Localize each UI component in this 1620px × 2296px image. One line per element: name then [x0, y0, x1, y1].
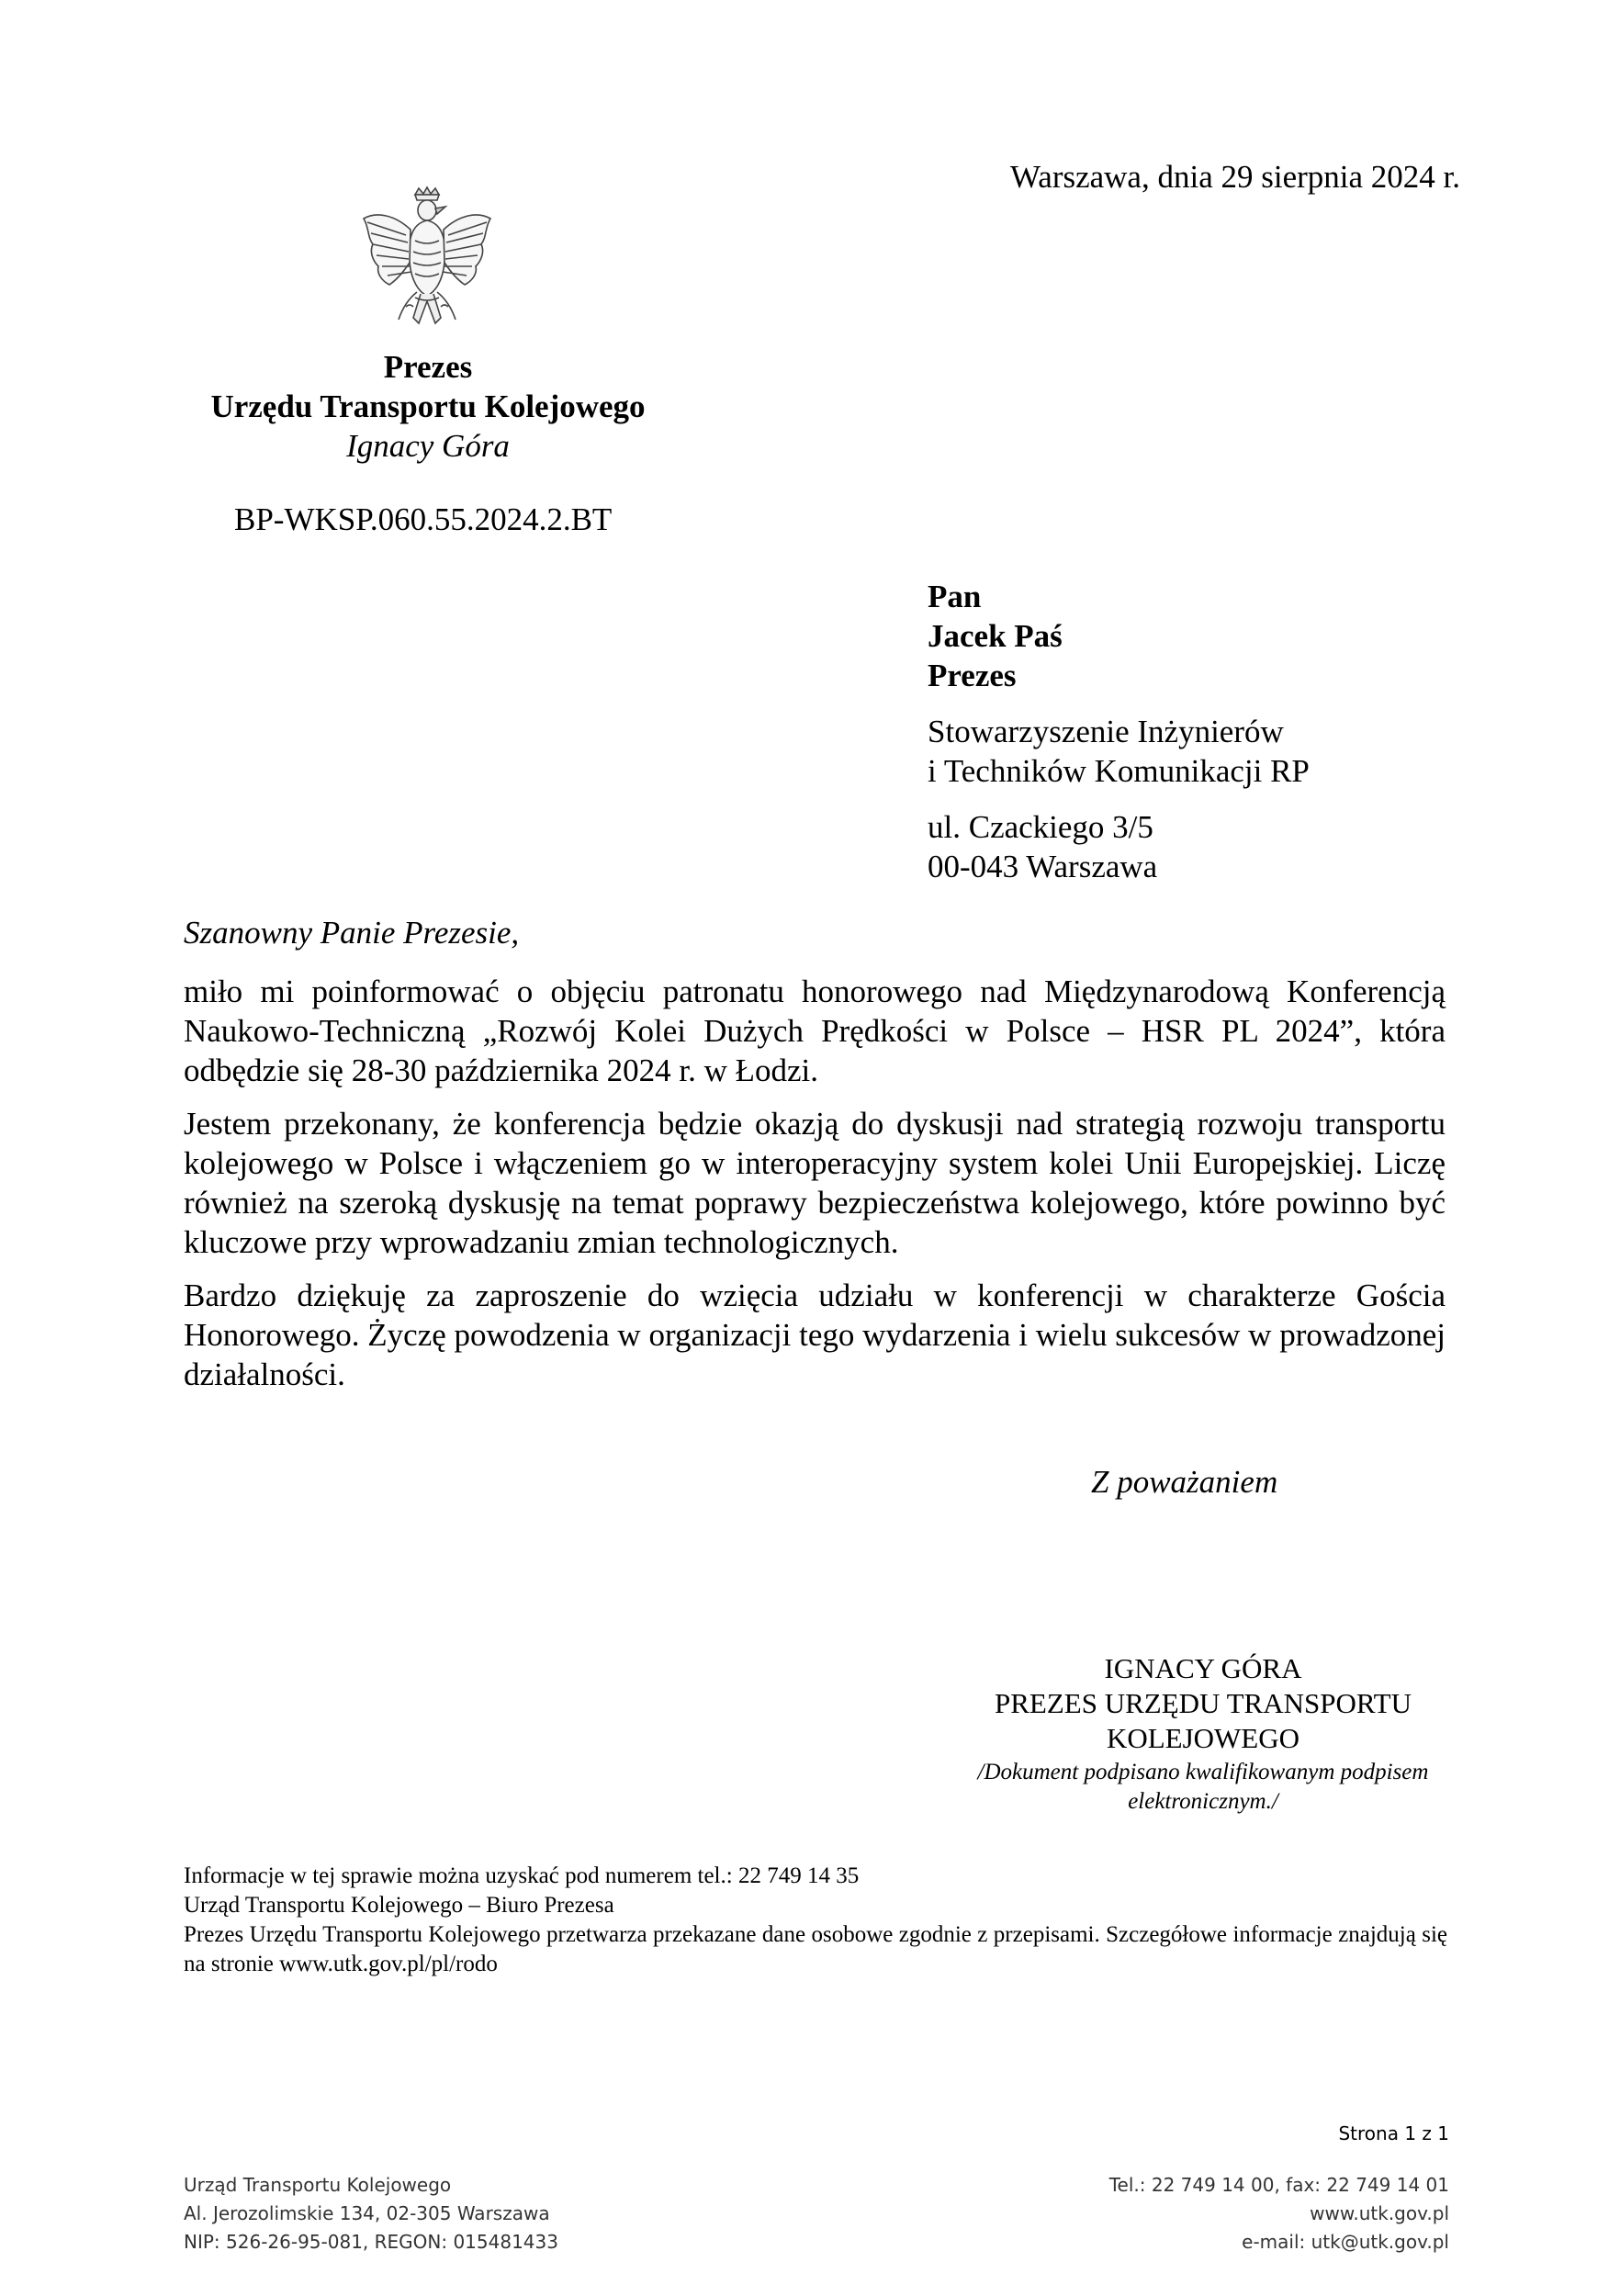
page-number: Strona 1 z 1 — [1338, 2122, 1449, 2144]
reference-number: BP-WKSP.060.55.2024.2.BT — [234, 501, 613, 537]
recipient-org-line1: Stowarzyszenie Inżynierów — [928, 714, 1284, 749]
sender-title: Prezes — [383, 349, 473, 385]
recipient-block — [928, 577, 1310, 886]
body-paragraph-2: Jestem przekonany, że konferencja będzie okazją do dyskusji nad strategią rozwoju transportu kolejowego w Polsce i włączeniem go w interoperacyjny system kolei Unii Europejskiej. Liczę również na szeroką dyskusję na temat poprawy bezpieczeństwa kolejowego, które powinno być kluczowe przy wprowadzaniu zmian technologicznych. — [184, 1106, 1446, 1260]
recipient-position: Prezes — [928, 658, 1017, 693]
signature-note-line2: elektronicznym./ — [1128, 1789, 1278, 1814]
footer-email: e-mail: utk@utk.gov.pl — [1242, 2231, 1449, 2253]
footer-web: www.utk.gov.pl — [1310, 2202, 1449, 2224]
sender-office: Urzędu Transportu Kolejowego — [210, 388, 646, 424]
info-line-3: Prezes Urzędu Transportu Kolejowego przetwarza przekazane dane osobowe zgodnie z przepisami. Szczegółowe informacje znajdują się na stronie www.utk.gov.pl/pl/rodo — [184, 1922, 1447, 1976]
recipient-city: 00-043 Warszawa — [928, 849, 1158, 884]
footer-left — [184, 2171, 558, 2257]
body-paragraph-3: Bardzo dziękuję za zaproszenie do wzięcia udziału w konferencji w charakterze Gościa Honorowego. Życzę powodzenia w organizacji tego wydarzenia i wielu sukcesów w prowadzonej działalności. — [184, 1277, 1446, 1392]
footer-phone: Tel.: 22 749 14 00, fax: 22 749 14 01 — [1108, 2174, 1449, 2196]
recipient-name: Jacek Paś — [928, 618, 1063, 654]
signature-title-line2: KOLEJOWEGO — [1106, 1722, 1300, 1754]
footer-right — [1010, 2171, 1449, 2257]
letter-body — [184, 972, 1446, 1408]
info-block — [184, 1862, 1447, 1979]
polish-eagle-emblem-icon — [358, 186, 496, 332]
signature-name: IGNACY GÓRA — [1104, 1652, 1302, 1684]
closing: Z poważaniem — [1091, 1464, 1278, 1500]
footer-address: Al. Jerozolimskie 134, 02-305 Warszawa — [184, 2202, 550, 2224]
recipient-salutation-line: Pan — [928, 579, 982, 614]
body-paragraph-1: miło mi poinformować o objęciu patronatu honorowego nad Międzynarodową Konferencją Naukowo-Techniczną „Rozwój Kolei Dużych Prędkości w Polsce – HSR PL 2024”, która odbędzie się 28-30 października 2024 r. w Łodzi. — [184, 974, 1446, 1088]
sender-block — [152, 347, 703, 466]
footer-ids: NIP: 526-26-95-081, REGON: 015481433 — [184, 2231, 558, 2253]
info-line-2: Urząd Transportu Kolejowego – Biuro Prezesa — [184, 1893, 614, 1918]
info-line-1: Informacje w tej sprawie można uzyskać pod numerem tel.: 22 749 14 35 — [184, 1863, 860, 1888]
recipient-org-line2: i Techników Komunikacji RP — [928, 753, 1310, 789]
footer-org: Urząd Transportu Kolejowego — [184, 2174, 452, 2196]
letter-date: Warszawa, dnia 29 sierpnia 2024 r. — [1010, 159, 1460, 195]
recipient-street: ul. Czackiego 3/5 — [928, 809, 1153, 845]
sender-name: Ignacy Góra — [346, 428, 510, 464]
signature-title-line1: PREZES URZĘDU TRANSPORTU — [994, 1687, 1412, 1719]
salutation: Szanowny Panie Prezesie, — [184, 915, 520, 951]
signature-note-line1: /Dokument podpisano kwalifikowanym podpisem — [977, 1760, 1429, 1784]
signature-block — [937, 1651, 1469, 1817]
